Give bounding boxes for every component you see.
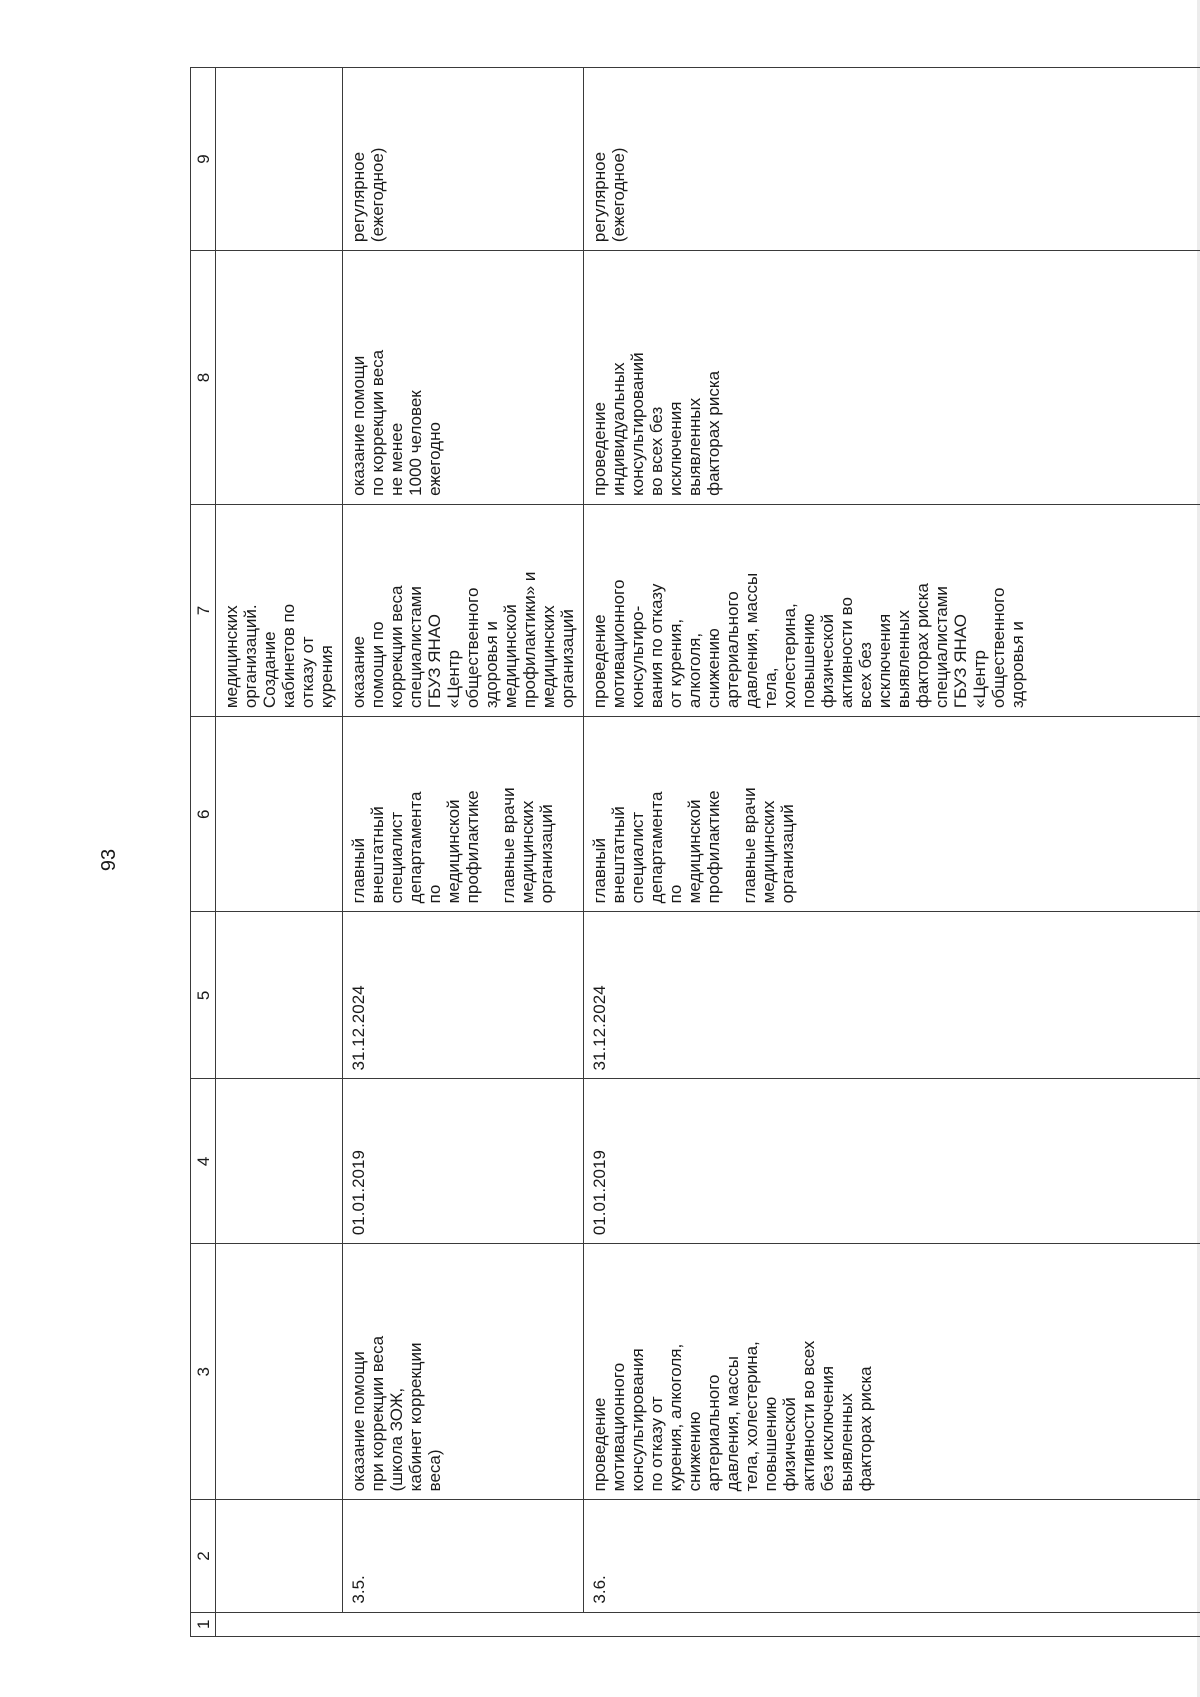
description-cell: проведение мотивационного консультиро- вания по отказу от курения, алкоголя, снижению артериального давления, массы тела, холестерина, повышению физической активности во всех без исключения выявленных факторах риска специалистами ГБУЗ ЯНАО «Центр общественного здоровья и	[584, 504, 1200, 716]
start-date: 01.01.2019	[343, 1079, 584, 1244]
spacer	[482, 725, 499, 903]
carryover-description: медицинских организаций. Создание кабинетов по отказу от курения	[216, 504, 343, 716]
responsible-primary: главный внештатный специалист департамента по медицинской профилактике	[590, 790, 723, 904]
table-row	[343, 68, 584, 1637]
description-cell: оказание помощи по коррекции веса специалистами ГБУЗ ЯНАО «Центр общественного здоровья и медицинской профилактики» и медицинских организаций	[343, 504, 584, 716]
responsible-secondary: главные врачи медицинских организаций	[740, 787, 797, 904]
responsible-secondary: главные врачи медицинских организаций	[499, 787, 556, 904]
header-col-5: 5	[191, 912, 216, 1079]
activity-cell: проведение мотивационного консультирования по отказу от курения, алкоголя, снижению артериального давления, массы тела, холестерина, повышению физической активности во всех без исключения выявленных факторах риска	[584, 1244, 1200, 1500]
header-col-7: 7	[191, 504, 216, 716]
carryover-periodicity	[216, 68, 343, 251]
responsible-cell	[343, 717, 584, 912]
periodicity-cell: регулярное (ежегодное)	[343, 68, 584, 251]
header-col-4: 4	[191, 1079, 216, 1244]
header-col-2: 2	[191, 1500, 216, 1612]
rotated-table	[190, 67, 1200, 1637]
carryover-end	[216, 912, 343, 1079]
spacer	[723, 725, 740, 903]
table-row	[584, 68, 1200, 1637]
start-date: 01.01.2019	[584, 1079, 1200, 1244]
responsible-cell	[584, 717, 1200, 912]
activity-cell: оказание помощи при коррекции веса (школа ЗОЖ, кабинет коррекции веса)	[343, 1244, 584, 1500]
table-row-carryover	[216, 68, 343, 1637]
carryover-num	[216, 1500, 343, 1612]
header-col-8: 8	[191, 251, 216, 505]
group-cell	[216, 1612, 1200, 1636]
header-col-9: 9	[191, 68, 216, 251]
row-number: 3.6.	[584, 1500, 1200, 1612]
carryover-result	[216, 251, 343, 505]
carryover-activity	[216, 1244, 343, 1500]
page-number: 93	[98, 848, 120, 872]
carryover-responsible	[216, 717, 343, 912]
result-cell: оказание помощи по коррекции веса не менее 1000 человек ежегодно	[343, 251, 584, 505]
header-col-6: 6	[191, 717, 216, 912]
header-col-3: 3	[191, 1244, 216, 1500]
table-container	[190, 67, 1200, 1637]
carryover-start	[216, 1079, 343, 1244]
end-date: 31.12.2024	[584, 912, 1200, 1079]
program-table	[190, 67, 1200, 1637]
responsible-primary: главный внештатный специалист департамента по медицинской профилактике	[349, 790, 482, 904]
header-col-1: 1	[191, 1612, 216, 1636]
end-date: 31.12.2024	[343, 912, 584, 1079]
periodicity-cell: регулярное (ежегодное)	[584, 68, 1200, 251]
header-row	[191, 68, 216, 1637]
result-cell: проведение индивидуальных консультирований во всех без исключения выявленных факторах риска	[584, 251, 1200, 505]
row-number: 3.5.	[343, 1500, 584, 1612]
